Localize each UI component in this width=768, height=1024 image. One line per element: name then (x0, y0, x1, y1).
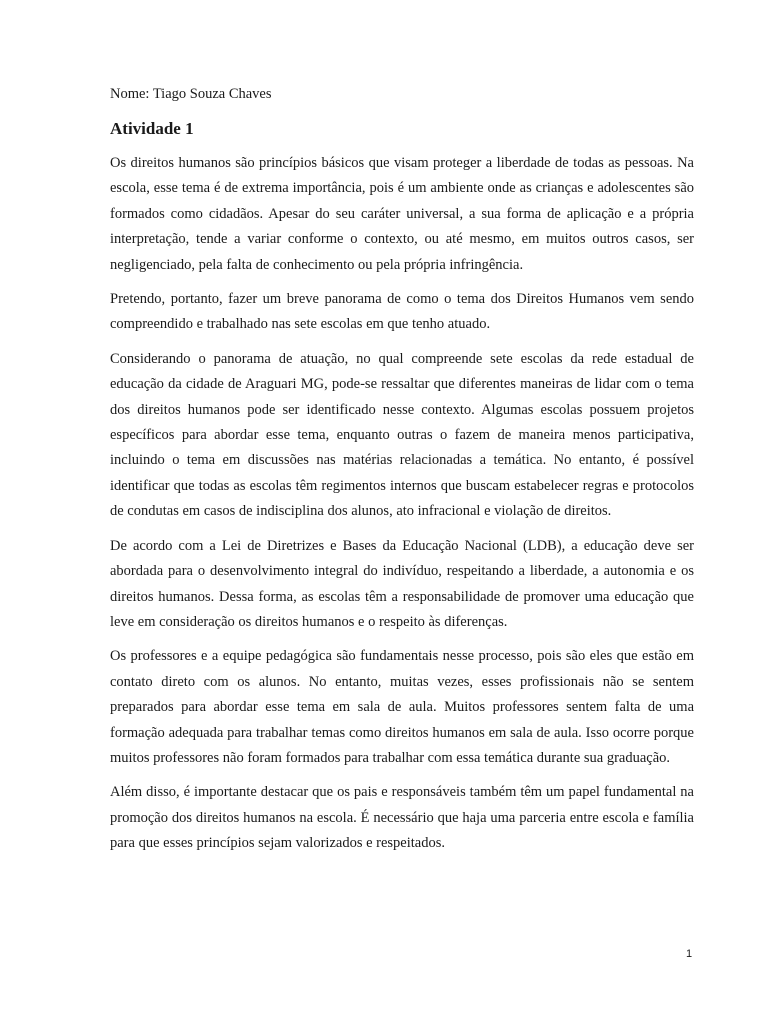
activity-heading: Atividade 1 (110, 119, 194, 138)
page-content (110, 84, 694, 866)
author-line: Nome: Tiago Souza Chaves (110, 86, 272, 102)
page-number: 1 (686, 948, 693, 960)
paragraph-4: De acordo com a Lei de Diretrizes e Bases da Educação Nacional (LDB), a educação deve ser abordada para o desenvolvimento integral do indivíduo, respeitando a liberdade, a autonomia e os direitos humanos. Dessa forma, as escolas têm a responsabilidade de promover uma educação que leve em consideração os direitos humanos e o respeito às diferenças. (110, 537, 694, 630)
paragraph-5: Os professores e a equipe pedagógica são fundamentais nesse processo, pois são eles que estão em contato direto com os alunos. No entanto, muitas vezes, esses profissionais não se sentem preparados para abordar esse tema em sala de aula. Muitos professores sentem falta de uma formação adequada para trabalhar temas como direitos humanos em sala de aula. Isso ocorre porque muitos professores não foram formados para trabalhar com essa temática durante sua graduação. (110, 648, 694, 766)
paragraph-1: Os direitos humanos são princípios básicos que visam proteger a liberdade de todas as pessoas. Na escola, esse tema é de extrema importância, pois é um ambiente onde as crianças e adolescentes são formados como cidadãos. Apesar do seu caráter universal, a sua forma de aplicação e a própria interpretação, tende a variar conforme o contexto, ou até mesmo, em muitos outros casos, ser negligenciado, pela falta de conhecimento ou pela própria infringência. (110, 155, 694, 273)
paragraph-6: Além disso, é importante destacar que os pais e responsáveis também têm um papel fundamental na promoção dos direitos humanos na escola. É necessário que haja uma parceria entre escola e família para que esses princípios sejam valorizados e respeitados. (110, 784, 694, 852)
paragraph-3: Considerando o panorama de atuação, no qual compreende sete escolas da rede estadual de educação da cidade de Araguari MG, pode-se ressaltar que diferentes maneiras de lidar com o tema dos direitos humanos pode ser identificado nesse contexto. Algumas escolas possuem projetos específicos para abordar esse tema, enquanto outras o fazem de maneira menos participativa, incluindo o tema em discussões nas matérias relacionadas a temática. No entanto, é possível identificar que todas as escolas têm regimentos internos que buscam estabelecer regras e protocolos de condutas em casos de indisciplina dos alunos, ato infracional e violação de direitos. (110, 350, 694, 520)
paragraph-2: Pretendo, portanto, fazer um breve panorama de como o tema dos Direitos Humanos vem sendo compreendido e trabalhado nas sete escolas em que tenho atuado. (110, 291, 694, 333)
